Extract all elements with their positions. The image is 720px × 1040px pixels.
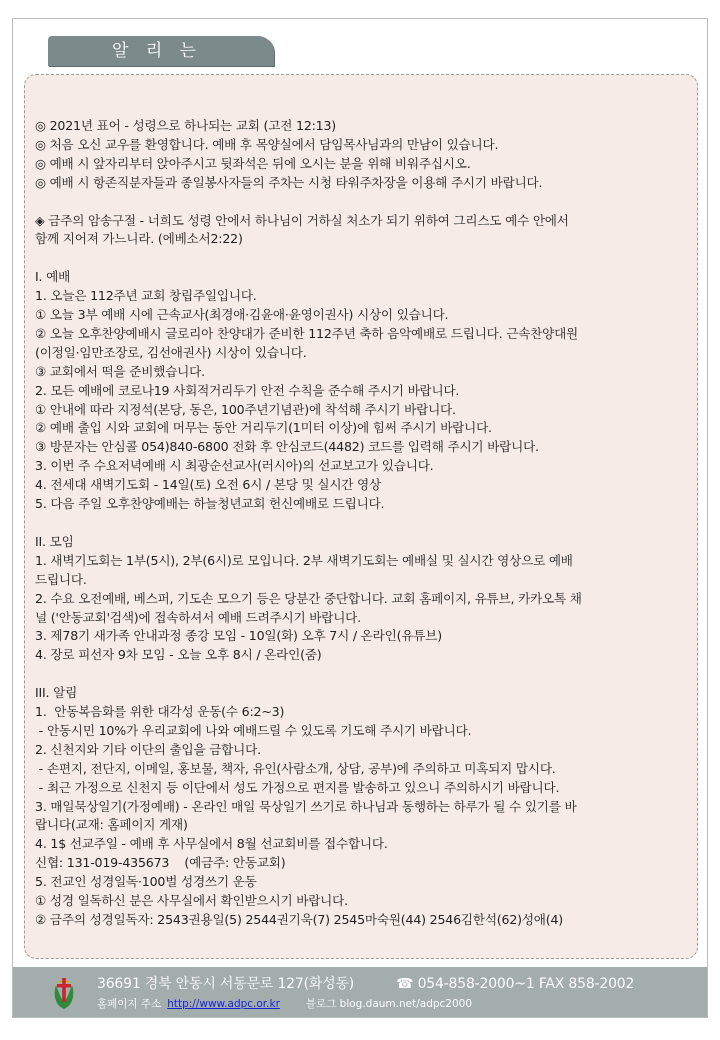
church-cross-logo-icon: [51, 975, 77, 1011]
footer-address: 36691 경북 안동시 서동문로 127(화성동): [97, 976, 355, 992]
announcement-line: - 안동시민 10%가 우리교회에 나와 예배드릴 수 있도록 기도해 주시기 바랍니다.: [35, 722, 472, 738]
meeting-line: 1. 새벽기도회는 1부(5시), 2부(6시)로 모입니다. 2부 새벽기도회는 예배실 및 실시간 영상으로 예배: [35, 552, 573, 568]
worship-line: ② 예배 출입 시와 교회에 머무는 동안 거리두기(1미터 이상)에 힘써 주시기 바랍니다.: [35, 420, 492, 436]
worship-line: 5. 다음 주일 오후찬양예배는 하늘청년교회 헌신예배로 드립니다.: [35, 496, 385, 512]
notice-line: ◎ 예배 시 항존직분자들과 종일봉사자들의 주차는 시청 타워주차장을 이용해 주시기 바랍니다.: [35, 174, 543, 190]
worship-line: ② 오늘 오후찬양예배시 글로리아 찬양대가 준비한 112주년 축하 음악예배로 드립니다. 근속찬양대원: [35, 325, 579, 341]
announcement-line: ① 성경 일독하신 분은 사무실에서 확인받으시기 바랍니다.: [35, 893, 348, 909]
announcement-line: 4. 1$ 선교주일 - 예배 후 사무실에서 8월 선교회비를 접수합니다.: [35, 836, 388, 852]
memory-verse-line: 함께 지어져 가느니라. (에베소서2:22): [35, 231, 243, 247]
announcement-line: 3. 매일묵상일기(가정예배) - 온라인 매일 묵상일기 쓰기로 하나님과 동행하는 하루가 될 수 있기를 바: [35, 798, 577, 814]
footer-phone: ☎ 054-858-2000~1 FAX 858-2002: [396, 976, 635, 992]
worship-line: ③ 교회에서 떡을 준비했습니다.: [35, 363, 205, 379]
announcement-line: 신협: 131-019-435673 (예금주: 안동교회): [35, 855, 286, 871]
announcement-line: - 손편지, 전단지, 이메일, 홍보물, 책자, 유인(사람소개, 상담, 공부)에 주의하고 미혹되지 맙시다.: [35, 760, 556, 776]
worship-line: (이정일·임만조장로, 김선애권사) 시상이 있습니다.: [35, 344, 307, 360]
footer-bar: [13, 967, 707, 1017]
worship-line: 4. 전세대 새벽기도회 - 14일(토) 오전 6시 / 본당 및 실시간 영상: [35, 477, 381, 493]
footer-web-line: [97, 996, 472, 1011]
announcement-line: 5. 전교인 성경일독·100벌 성경쓰기 운동: [35, 874, 257, 890]
notice-line: ◎ 2021년 표어 - 성령으로 하나되는 교회 (고전 12:13): [35, 118, 337, 133]
announcement-line: ② 금주의 성경일독자: 2543권용일(5) 2544권기욱(7) 2545마숙원(44) 2546김한석(62)성애(4): [35, 912, 564, 927]
memory-verse-line: ◈ 금주의 암송구절 - 너희도 성령 안에서 하나님이 거하실 처소가 되기 위하여 그리스도 예수 안에서: [35, 212, 569, 228]
worship-line: 2. 모든 예배에 코로나19 사회적거리두기 안전 수칙을 준수해 주시기 바랍니다.: [35, 382, 460, 398]
meeting-line: 널 ('안동교회'검색)에 접속하셔서 예배 드려주시기 바랍니다.: [35, 609, 361, 625]
worship-line: ③ 방문자는 안심콜 054)840-6800 전화 후 안심코드(4482) 코드를 입력해 주시기 바랍니다.: [35, 439, 539, 455]
page-title-tab: [48, 36, 274, 66]
announcement-line: - 최근 가정으로 신천지 등 이단에서 성도 가정으로 편지를 발송하고 있으니 주의하시기 바랍니다.: [35, 779, 560, 795]
announcement-content-box: [24, 74, 698, 959]
blog-address: 블로그 blog.daum.net/adpc2000: [305, 998, 473, 1010]
worship-line: 3. 이번 주 수요저녁예배 시 최광순선교사(러시아)의 선교보고가 있습니다.: [35, 458, 434, 474]
notice-line: ◎ 예배 시 앞자리부터 앉아주시고 뒷좌석은 뒤에 오시는 분을 위해 비워주십시오.: [35, 155, 471, 171]
section-heading-announcements: III. 알림: [35, 685, 78, 701]
section-heading-worship: I. 예배: [35, 269, 71, 285]
announcement-line: 랍니다(교재: 홈페이지 게재): [35, 817, 188, 833]
section-heading-meetings: II. 모임: [35, 533, 74, 549]
announcement-line: 2. 신천지와 기타 이단의 출입을 금합니다.: [35, 741, 261, 757]
homepage-link[interactable]: http://www.adpc.or.kr: [167, 998, 280, 1010]
announcement-line: 1. 안동복음화를 위한 대각성 운동(수 6:2~3): [35, 704, 285, 720]
meeting-line: 4. 장로 피선자 9차 모임 - 오늘 오후 8시 / 온라인(줌): [35, 647, 322, 663]
homepage-label: 홈페이지 주소: [97, 998, 162, 1010]
notice-line: ◎ 처음 오신 교우를 환영합니다. 예배 후 목양실에서 담임목사님과의 만남이 있습니다.: [35, 136, 499, 152]
meeting-line: 드립니다.: [35, 571, 87, 587]
page-title-part1: 알 리 는: [112, 41, 203, 61]
worship-line: ① 오늘 3부 예배 시에 근속교사(최경애·김윤애·윤영이권사) 시상이 있습니다.: [35, 307, 449, 323]
worship-line: 1. 오늘은 112주년 교회 창립주일입니다.: [35, 288, 257, 304]
worship-line: ① 안내에 따라 지정석(본당, 동은, 100주년기념관)에 착석해 주시기 바랍니다.: [35, 401, 456, 417]
meeting-line: 2. 수요 오전예배, 베스퍼, 기도손 모으기 등은 당분간 중단합니다. 교회 홈페이지, 유튜브, 카카오톡 채: [35, 590, 582, 606]
meeting-line: 3. 제78기 새가족 안내과정 종강 모임 - 10일(화) 오후 7시 / 온라인(유튜브): [35, 628, 442, 644]
footer-contact-line: [97, 973, 634, 993]
